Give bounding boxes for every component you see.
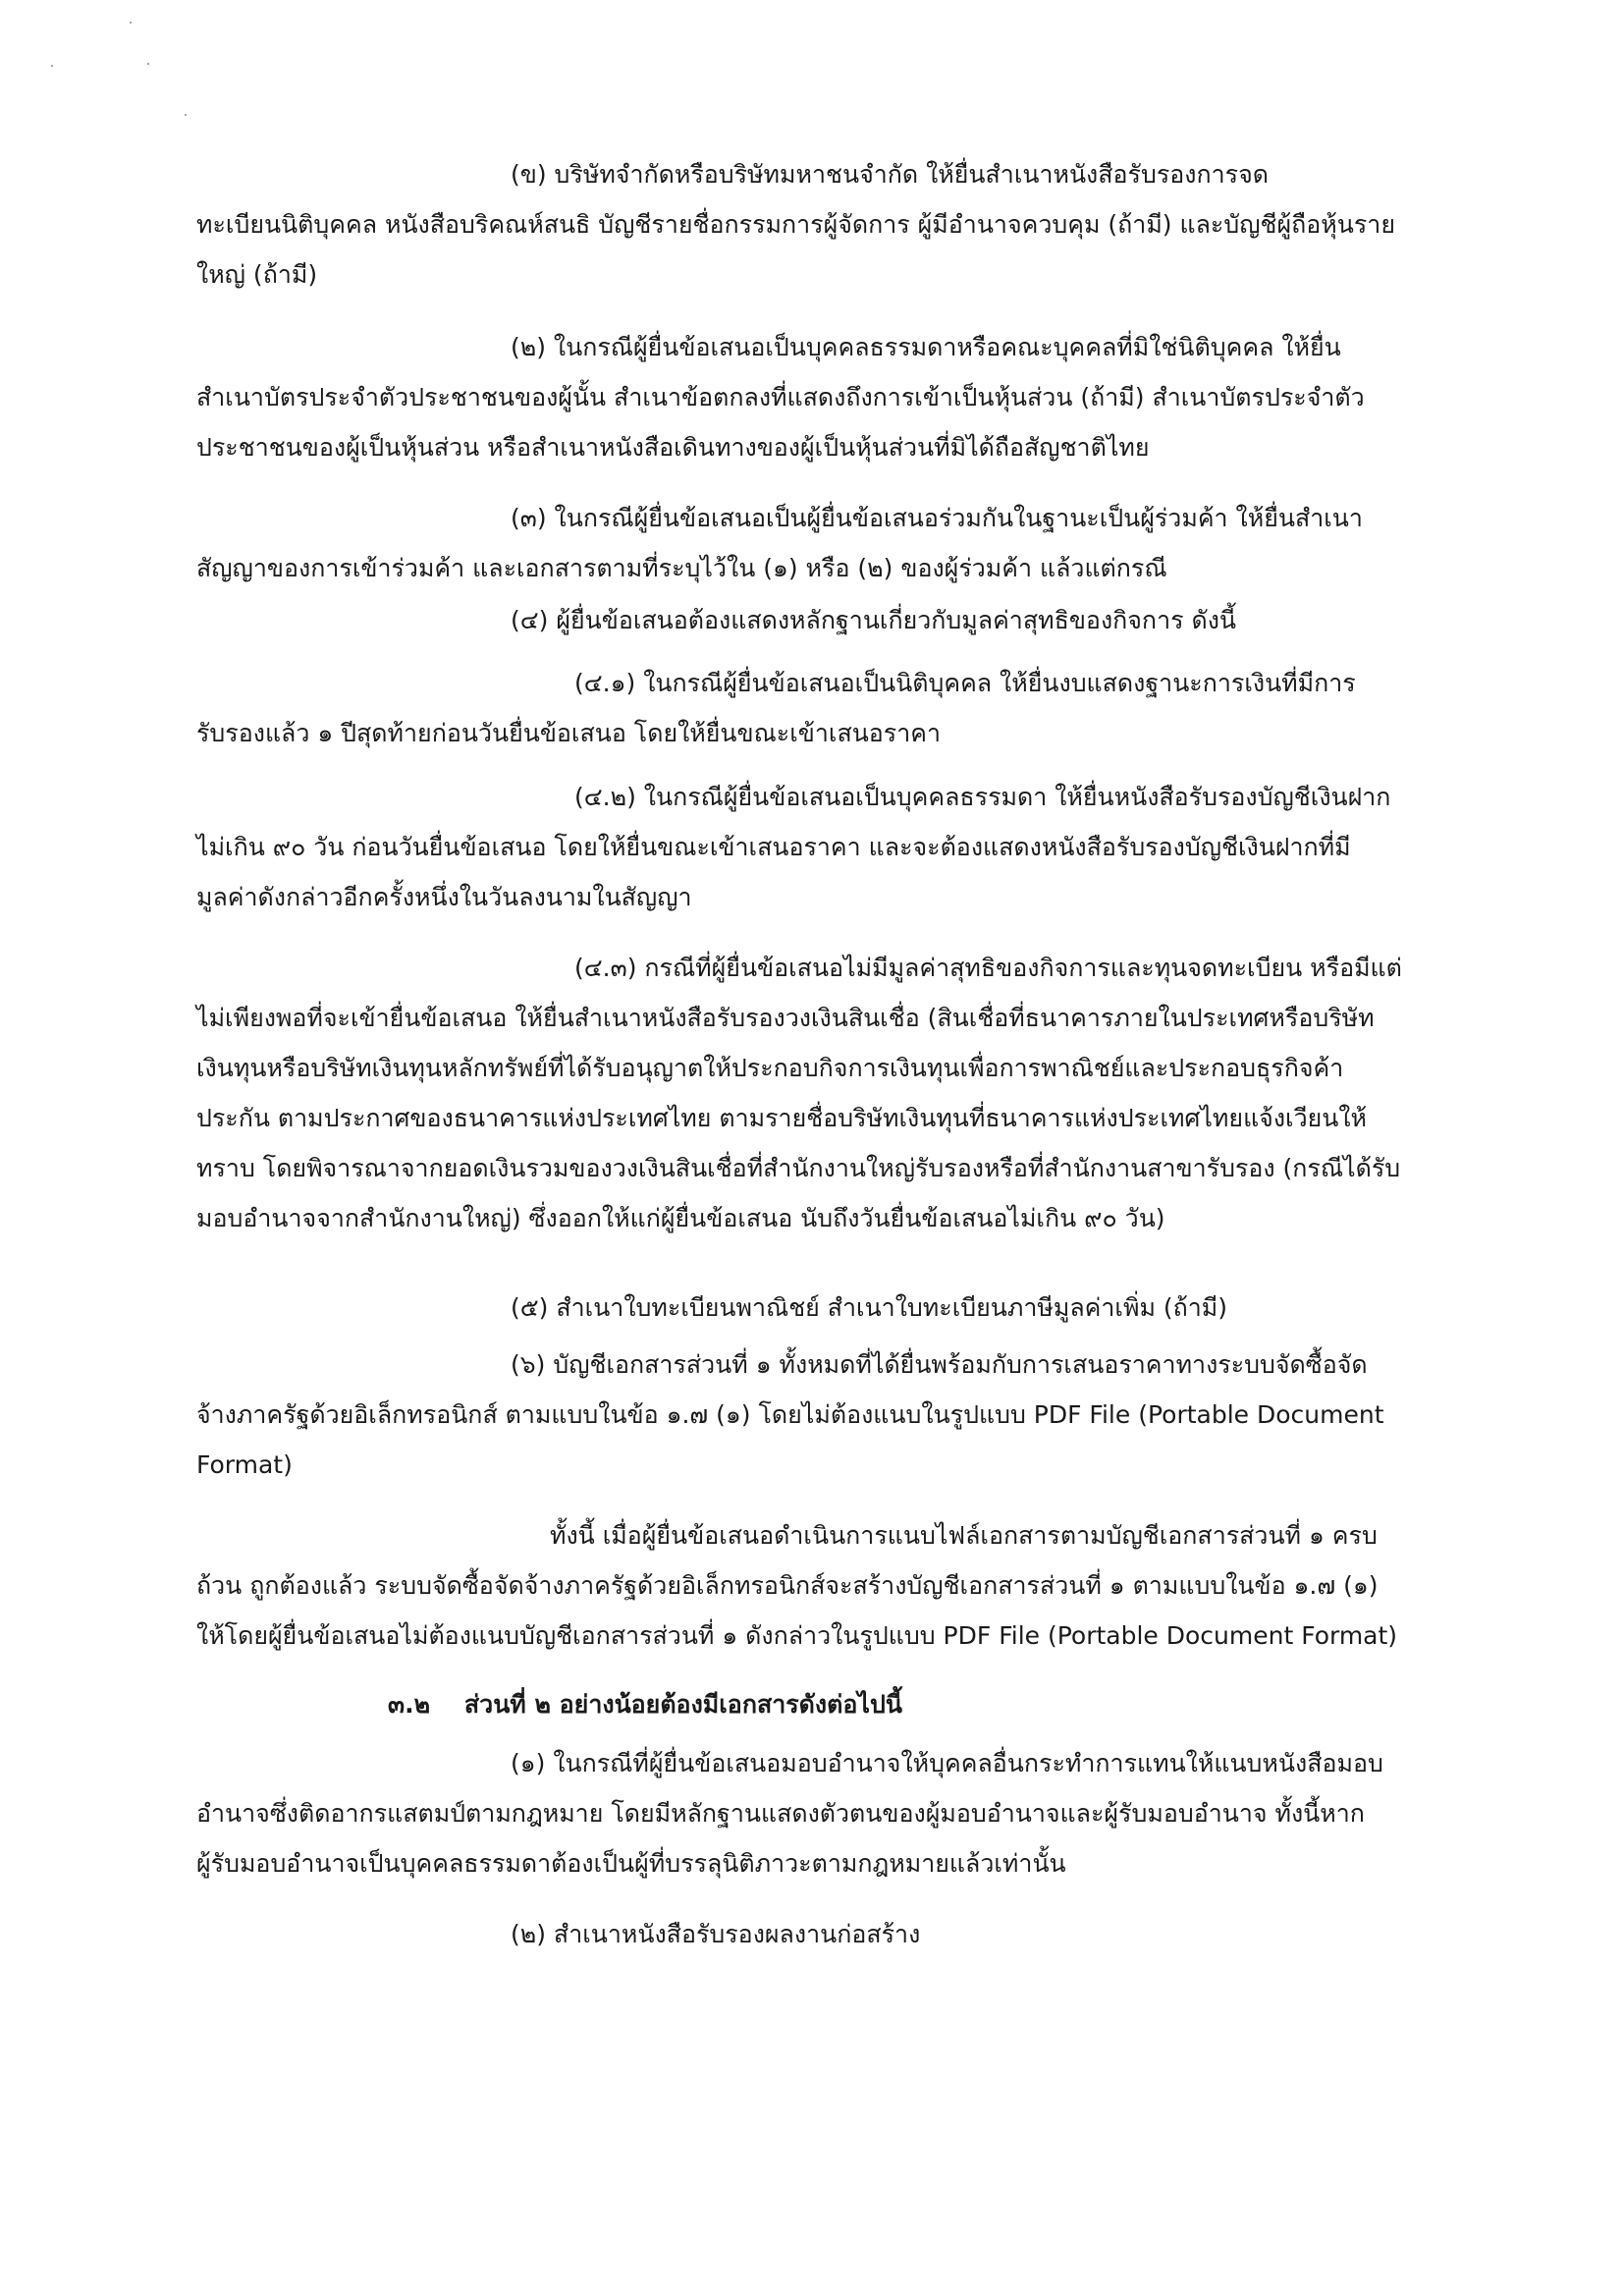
paragraph-line: ทั้งนี้ เมื่อผู้ยื่นข้อเสนอดำเนินการแนบไฟล์เอกสารตามบัญชีเอกสารส่วนที่ ๑ ครบ <box>550 1521 1378 1550</box>
paragraph-item-4-3 <box>196 943 1434 1243</box>
paragraph-line: สำเนาบัตรประจำตัวประชาชนของผู้นั้น สำเนาข้อตกลงที่แสดงถึงการเข้าเป็นหุ้นส่วน (ถ้ามี) สำเนาบัตรประจำตัว <box>196 383 1365 411</box>
paragraph-item-5 <box>196 1283 1434 1333</box>
paragraph-line: ถ้วน ถูกต้องแล้ว ระบบจัดซื้อจัดจ้างภาครัฐด้วยอิเล็กทรอนิกส์จะสร้างบัญชีเอกสารส่วนที่ ๑ ตามแบบในข้อ ๑.๗ (๑) <box>196 1571 1379 1600</box>
paragraph-item-4-2 <box>196 772 1434 922</box>
paragraph-note-electronic-system <box>196 1510 1434 1661</box>
paragraph-line: ให้โดยผู้ยื่นข้อเสนอไม่ต้องแนบบัญชีเอกสารส่วนที่ ๑ ดังกล่าวในรูปแบบ PDF File (Portable Document Format) <box>196 1621 1398 1650</box>
paragraph-line: (๒) ในกรณีผู้ยื่นข้อเสนอเป็นบุคคลธรรมดาหรือคณะบุคคลที่มิใช่นิติบุคคล ให้ยื่น <box>511 333 1341 361</box>
paragraph-item-3-joint-venture <box>196 493 1434 593</box>
paragraph-item-4-1 <box>196 658 1434 758</box>
paragraph-line: ผู้รับมอบอำนาจเป็นบุคคลธรรมดาต้องเป็นผู้ที่บรรลุนิติภาวะตามกฎหมายแล้วเท่านั้น <box>196 1849 1066 1878</box>
paragraph-line: ทะเบียนนิติบุคคล หนังสือบริคณห์สนธิ บัญชีรายชื่อกรรมการผู้จัดการ ผู้มีอำนาจควบคุม (ถ้ามี) และบัญชีผู้ถือหุ้นราย <box>196 210 1395 239</box>
paragraph-line: (๔.๒) ในกรณีผู้ยื่นข้อเสนอเป็นบุคคลธรรมดา ให้ยื่นหนังสือรับรองบัญชีเงินฝาก <box>574 783 1391 811</box>
paragraph-line: (๔.๑) ในกรณีผู้ยื่นข้อเสนอเป็นนิติบุคคล ให้ยื่นงบแสดงฐานะการเงินที่มีการ <box>574 669 1356 697</box>
paragraph-item-6 <box>196 1339 1434 1490</box>
section-number: ๓.๒ <box>388 1690 431 1719</box>
paragraph-line: (๔.๓) กรณีที่ผู้ยื่นข้อเสนอไม่มีมูลค่าสุทธิของกิจการและทุนจดทะเบียน หรือมีแต่ <box>574 954 1402 982</box>
paragraph-line: ประชาชนของผู้เป็นหุ้นส่วน หรือสำเนาหนังสือเดินทางของผู้เป็นหุ้นส่วนที่มิได้ถือสัญชาติไทย <box>196 433 1150 462</box>
paragraph-line: (๔) ผู้ยื่นข้อเสนอต้องแสดงหลักฐานเกี่ยวกับมูลค่าสุทธิของกิจการ ดังนี้ <box>511 606 1237 634</box>
paragraph-line: (๓) ในกรณีผู้ยื่นข้อเสนอเป็นผู้ยื่นข้อเสนอร่วมกันในฐานะเป็นผู้ร่วมค้า ให้ยื่นสำเนา <box>511 504 1363 532</box>
paragraph-line: อำนาจซึ่งติดอากรแสตมป์ตามกฎหมาย โดยมีหลักฐานแสดงตัวตนของผู้มอบอำนาจและผู้รับมอบอำนาจ ทั้งนี้หาก <box>196 1799 1365 1828</box>
paragraph-part2-item-2 <box>196 1909 1434 1959</box>
paragraph-line: เงินทุนหรือบริษัทเงินทุนหลักทรัพย์ที่ได้รับอนุญาตให้ประกอบกิจการเงินทุนเพื่อการพาณิชย์และประกอบธุรกิจค้า <box>196 1054 1344 1082</box>
paragraph-line: (๕) สำเนาใบทะเบียนพาณิชย์ สำเนาใบทะเบียนภาษีมูลค่าเพิ่ม (ถ้ามี) <box>511 1293 1228 1322</box>
paragraph-registration-company <box>196 149 1434 300</box>
paragraph-line: (ข) บริษัทจำกัดหรือบริษัทมหาชนจำกัด ให้ยื่นสำเนาหนังสือรับรองการจด <box>511 160 1269 189</box>
scan-speck <box>51 65 53 67</box>
paragraph-line: จ้างภาครัฐด้วยอิเล็กทรอนิกส์ ตามแบบในข้อ ๑.๗ (๑) โดยไม่ต้องแนบในรูปแบบ PDF File (Portable Document <box>196 1400 1384 1429</box>
paragraph-line: มูลค่าดังกล่าวอีกครั้งหนึ่งในวันลงนามในสัญญา <box>196 883 692 911</box>
paragraph-part2-item-1 <box>196 1738 1434 1888</box>
paragraph-line: ไม่เพียงพอที่จะเข้ายื่นข้อเสนอ ให้ยื่นสำเนาหนังสือรับรองวงเงินสินเชื่อ (สินเชื่อที่ธนาคารภายในประเทศหรือบริษัท <box>196 1004 1375 1032</box>
section-title: ส่วนที่ ๒ อย่างน้อยต้องมีเอกสารดังต่อไปนี้ <box>463 1690 902 1719</box>
section-heading-3-2 <box>196 1679 1434 1729</box>
paragraph-line: (๒) สำเนาหนังสือรับรองผลงานก่อสร้าง <box>511 1920 921 1948</box>
paragraph-line: รับรองแล้ว ๑ ปีสุดท้ายก่อนวันยื่นข้อเสนอ โดยให้ยื่นขณะเข้าเสนอราคา <box>196 719 942 747</box>
paragraph-line: ประกัน ตามประกาศของธนาคารแห่งประเทศไทย ตามรายชื่อบริษัทเงินทุนที่ธนาคารแห่งประเทศไทยแจ้งเวียนให้ <box>196 1104 1368 1132</box>
paragraph-line: Format) <box>196 1450 293 1479</box>
paragraph-line: (๑) ในกรณีที่ผู้ยื่นข้อเสนอมอบอำนาจให้บุคคลอื่นกระทำการแทนให้แนบหนังสือมอบ <box>511 1749 1383 1777</box>
paragraph-item-4-net-worth <box>196 595 1434 645</box>
paragraph-line: ทราบ โดยพิจารณาจากยอดเงินรวมของวงเงินสินเชื่อที่สำนักงานใหญ่รับรองหรือที่สำนักงานสาขารับรอง (กรณีได้รับ <box>196 1154 1401 1182</box>
section-heading-line <box>196 1679 1434 1729</box>
scan-speck <box>185 114 187 116</box>
paragraph-line: มอบอำนาจจากสำนักงานใหญ่) ซึ่งออกให้แก่ผู้ยื่นข้อเสนอ นับถึงวันยื่นข้อเสนอไม่เกิน ๙๐ วัน) <box>196 1204 1165 1232</box>
scan-speck <box>130 22 132 24</box>
paragraph-line: (๖) บัญชีเอกสารส่วนที่ ๑ ทั้งหมดที่ได้ยื่นพร้อมกับการเสนอราคาทางระบบจัดซื้อจัด <box>511 1350 1368 1379</box>
scan-speck <box>147 63 149 65</box>
paragraph-line: ไม่เกิน ๙๐ วัน ก่อนวันยื่นข้อเสนอ โดยให้ยื่นขณะเข้าเสนอราคา และจะต้องแสดงหนังสือรับรองบัญชีเงินฝากที่มี <box>196 833 1351 861</box>
paragraph-item-2-individual <box>196 322 1434 472</box>
paragraph-line: ใหญ่ (ถ้ามี) <box>196 260 318 289</box>
paragraph-line: สัญญาของการเข้าร่วมค้า และเอกสารตามที่ระบุไว้ใน (๑) หรือ (๒) ของผู้ร่วมค้า แล้วแต่กรณี <box>196 554 1167 582</box>
